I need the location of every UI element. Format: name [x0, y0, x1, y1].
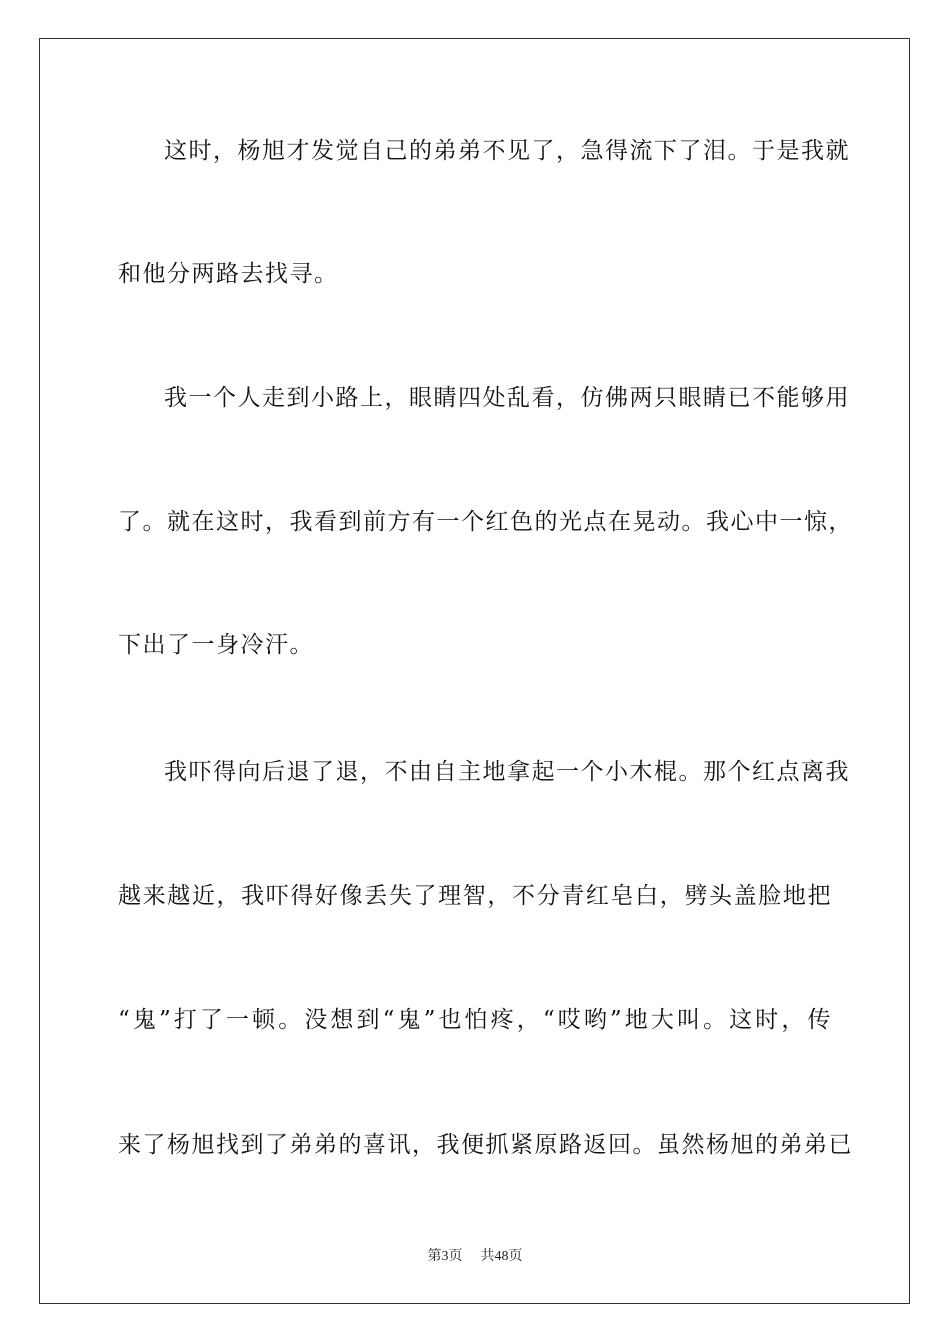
- page-border: [39, 38, 910, 1304]
- current-page-label: 第3页: [427, 1249, 463, 1264]
- paragraph-2-line-3: 下出了一身冷汗。: [118, 632, 314, 658]
- paragraph-3-line-2: 越来越近，我吓得好像丢失了理智，不分青红皂白，劈头盖脸地把: [118, 883, 832, 909]
- paragraph-1-line-1: 这时，杨旭才发觉自己的弟弟不见了，急得流下了泪。于是我就: [164, 138, 850, 164]
- paragraph-3-line-3: “鬼”打了一顿。没想到“鬼”也怕疼，“哎哟”地大叫。这时，传: [118, 1007, 832, 1033]
- paragraph-2-line-1: 我一个人走到小路上，眼睛四处乱看，仿佛两只眼睛已不能够用: [164, 385, 850, 411]
- paragraph-3-line-4: 来了杨旭找到了弟弟的喜讯，我便抓紧原路返回。虽然杨旭的弟弟已: [118, 1132, 853, 1158]
- page-footer: [0, 1248, 950, 1266]
- paragraph-1-line-2: 和他分两路去找寻。: [118, 261, 339, 287]
- paragraph-3-line-1: 我吓得向后退了退，不由自主地拿起一个小木棍。那个红点离我: [164, 759, 850, 785]
- paragraph-2-line-2: 了。就在这时，我看到前方有一个红色的光点在晃动。我心中一惊，: [118, 509, 853, 535]
- total-pages-label: 共48页: [480, 1249, 523, 1264]
